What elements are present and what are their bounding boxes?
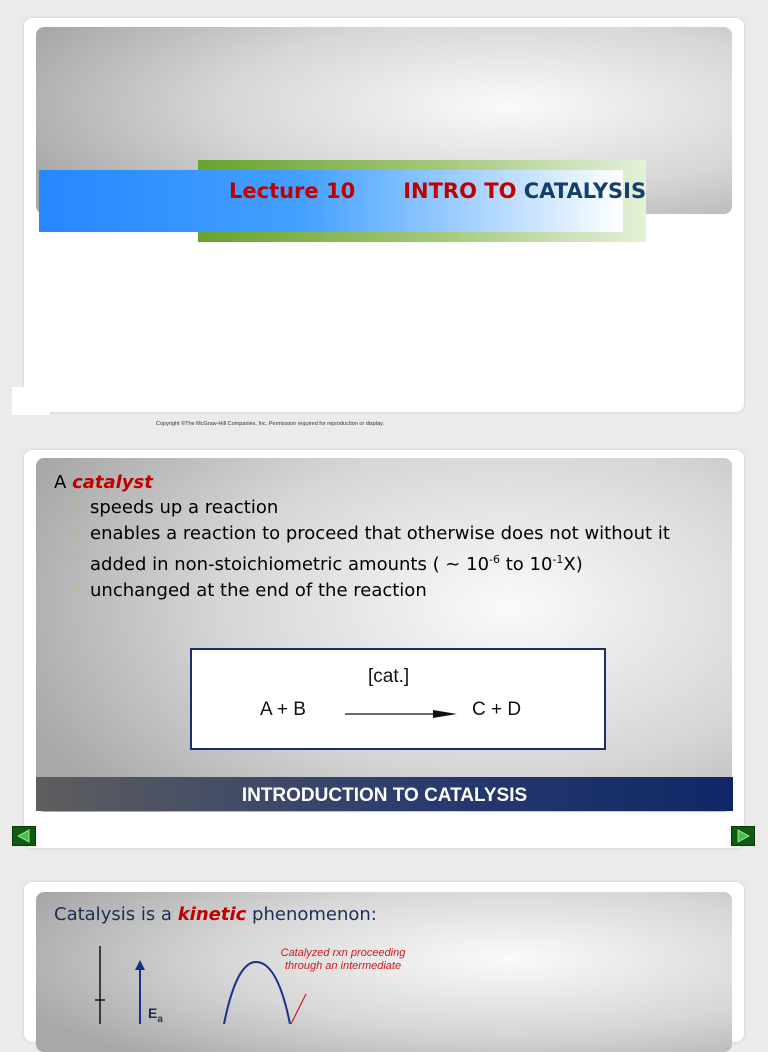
kinetic-heading (54, 903, 377, 927)
ea-label (148, 1005, 163, 1025)
title-band (39, 160, 748, 242)
catalyst-heading (54, 470, 734, 496)
reaction-box (190, 648, 606, 750)
reaction-catalyst: [cat.] (368, 666, 410, 687)
catalyzed-annotation: Catalyzed rxn proceeding through an intermediate (280, 947, 406, 972)
heading-prefix: Catalysis is a (54, 904, 172, 925)
ea-label-sub: a (157, 1013, 163, 1025)
annotation-pointer (291, 994, 306, 1024)
slide-title (229, 178, 646, 204)
catalyst-bullet-list (54, 496, 734, 603)
triangle-left-icon (13, 827, 35, 845)
bullet-text: added in non-stoichiometric amounts ( ~ 10 (90, 554, 490, 575)
section-banner: INTRODUCTION TO CATALYSIS (36, 777, 733, 811)
energy-diagram (88, 930, 328, 1024)
title-intro: INTRO TO (403, 179, 517, 203)
slide-2-body (54, 470, 734, 605)
bullet-item: ◦ speeds up a reaction (74, 496, 734, 520)
corner-patch (12, 387, 50, 415)
heading-term: kinetic (177, 904, 247, 925)
bullet-text: X) (563, 554, 583, 575)
triangle-right-icon (732, 827, 754, 845)
heading-term: catalyst (72, 472, 153, 493)
title-catalysis: CATALYSIS (523, 179, 647, 203)
ea-label-text: E (148, 1005, 158, 1021)
prev-slide-button[interactable] (12, 826, 36, 846)
reaction-arrow-icon (345, 704, 457, 724)
bullet-item: ◦ unchanged at the end of the reaction (74, 579, 734, 603)
exponent: -6 (489, 553, 500, 566)
title-lecture: Lecture 10 (229, 179, 356, 203)
copyright-notice: Copyright ©The McGraw-Hill Companies, Inc. Permission required for reproduction or display. (156, 421, 385, 427)
bullet-text: to 10 (499, 554, 553, 575)
heading-suffix: phenomenon: (252, 904, 377, 925)
reaction-products: C + D (472, 699, 522, 720)
ea-arrowhead (135, 960, 145, 970)
next-slide-button[interactable] (731, 826, 755, 846)
reaction-reactants: A + B (260, 699, 306, 720)
heading-prefix: A (54, 472, 67, 493)
bullet-item: ◦ enables a reaction to proceed that otherwise does not without it (74, 522, 734, 546)
exponent: -1 (552, 553, 564, 566)
bullet-item (74, 548, 734, 577)
